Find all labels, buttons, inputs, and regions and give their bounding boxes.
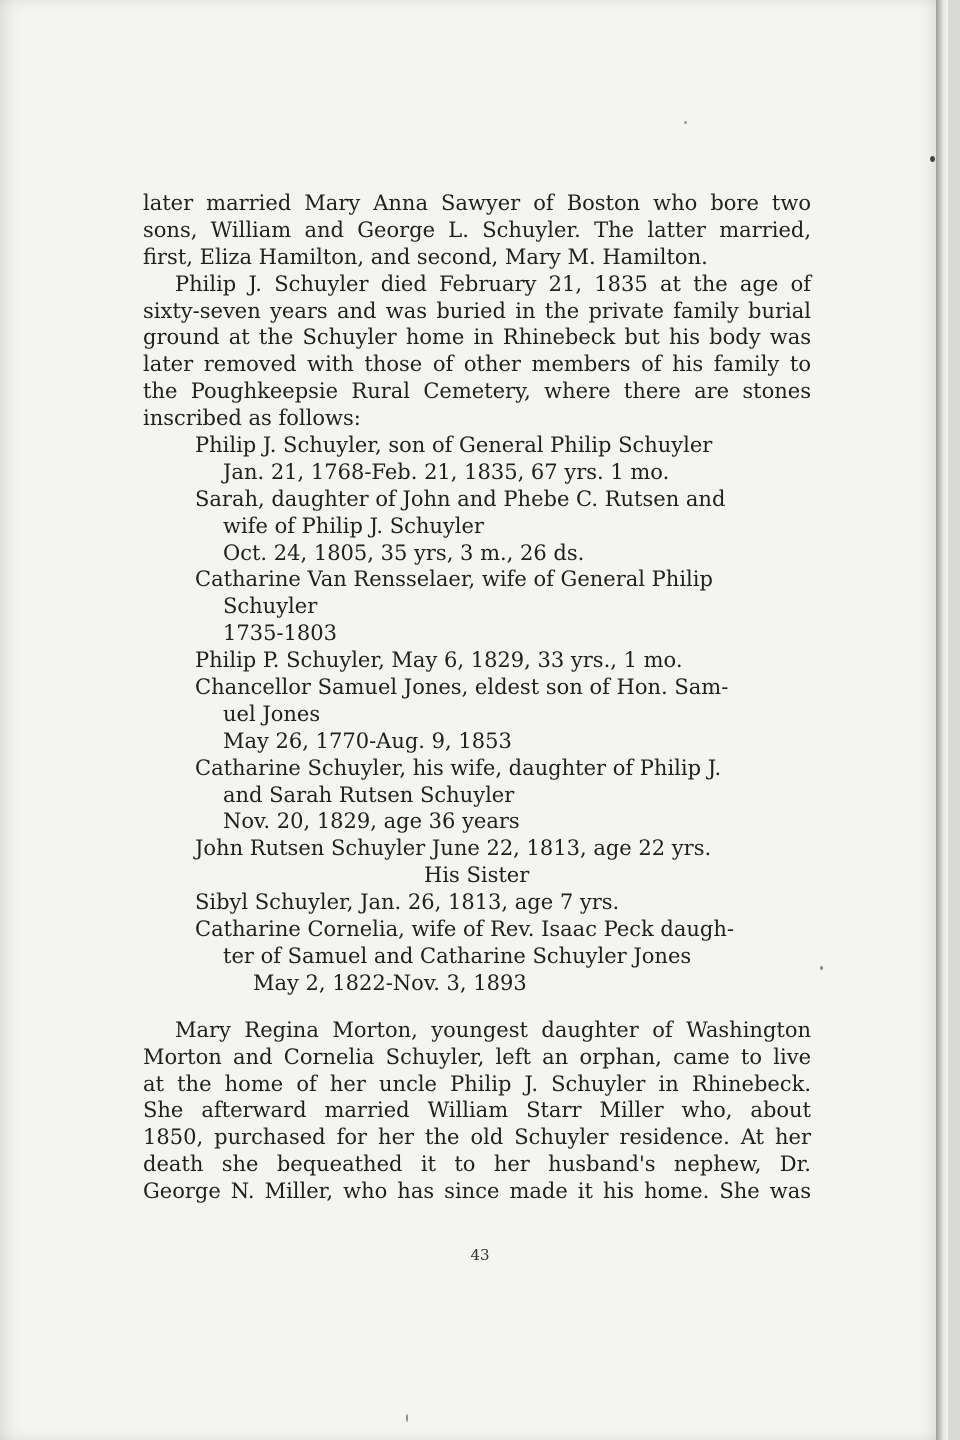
- text-line: ground at the Schuyler home in Rhinebeck but his body was: [143, 325, 811, 350]
- inscription-line: Nov. 20, 1829, age 36 years: [223, 809, 520, 834]
- inscription-line: Oct. 24, 1805, 35 yrs, 3 m., 26 ds.: [223, 540, 585, 565]
- text-line: George N. Miller, who has since made it his home. She was: [143, 1179, 811, 1204]
- inscription-line: Chancellor Samuel Jones, eldest son of Hon. Sam-: [195, 675, 729, 700]
- text-line: sons, William and George L. Schuyler. The latter married,: [143, 217, 811, 242]
- inscription-line: Catharine Van Rensselaer, wife of General Philip: [195, 567, 713, 592]
- paper-speck: [930, 156, 935, 162]
- paper-speck: [820, 966, 823, 970]
- text-line: Morton and Cornelia Schuyler, left an orphan, came to live: [143, 1044, 811, 1069]
- inscription-line: Sibyl Schuyler, Jan. 26, 1813, age 7 yrs.: [195, 890, 620, 915]
- inscription-line: John Rutsen Schuyler June 22, 1813, age 22 yrs.: [195, 836, 712, 861]
- text-line: later removed with those of other members of his family to: [143, 352, 811, 377]
- inscription-line: uel Jones: [223, 701, 321, 726]
- inscription-line: 1735-1803: [223, 621, 337, 646]
- inscription-line: wife of Philip J. Schuyler: [223, 513, 484, 538]
- paragraph-burial: [143, 271, 811, 432]
- text-line: 1850, purchased for her the old Schuyler residence. At her: [143, 1125, 811, 1150]
- inscription-line: May 2, 1822-Nov. 3, 1893: [253, 970, 527, 995]
- paragraph-morton: [143, 1017, 811, 1205]
- paragraph-gap: [143, 997, 811, 1017]
- text-line: sixty-seven years and was buried in the private family burial: [143, 298, 811, 323]
- paper-speck: [406, 1414, 408, 1422]
- inscription-line: Catharine Schuyler, his wife, daughter of Philip J.: [195, 755, 722, 780]
- inscription-line: Catharine Cornelia, wife of Rev. Isaac Peck daugh-: [195, 917, 734, 942]
- inscription-line: Sarah, daughter of John and Phebe C. Rutsen and: [195, 486, 726, 511]
- paragraph-continued: [143, 190, 811, 271]
- text-line: later married Mary Anna Sawyer of Boston who bore two: [143, 191, 811, 215]
- inscription-line: Philip P. Schuyler, May 6, 1829, 33 yrs., 1 mo.: [195, 648, 683, 673]
- inscription-line: May 26, 1770-Aug. 9, 1853: [223, 728, 512, 753]
- page-edge-shadow: [936, 0, 948, 1440]
- inscription-line: ter of Samuel and Catharine Schuyler Jones: [223, 943, 692, 968]
- inscription-subheading: His Sister: [424, 863, 530, 888]
- text-line: She afterward married William Starr Miller who, about: [143, 1098, 811, 1123]
- text-line: inscribed as follows:: [143, 406, 361, 431]
- text-line: first, Eliza Hamilton, and second, Mary M. Hamilton.: [143, 244, 708, 269]
- text-line: death she bequeathed it to her husband's nephew, Dr.: [143, 1152, 811, 1177]
- paper-speck: [684, 121, 687, 124]
- inscription-line: Philip J. Schuyler, son of General Philip Schuyler: [195, 433, 713, 458]
- inscription-line: Jan. 21, 1768-Feb. 21, 1835, 67 yrs. 1 mo.: [223, 459, 670, 484]
- inscription-line: and Sarah Rutsen Schuyler: [223, 782, 515, 807]
- page-text: [143, 190, 811, 1205]
- inscription-list: [143, 432, 811, 997]
- inscription-line: Schuyler: [223, 594, 318, 619]
- page-number: 43: [470, 1246, 490, 1264]
- text-line: Philip J. Schuyler died February 21, 1835 at the age of: [175, 271, 811, 296]
- text-line: Mary Regina Morton, youngest daughter of Washington: [175, 1017, 811, 1042]
- text-line: at the home of her uncle Philip J. Schuyler in Rhinebeck.: [143, 1071, 811, 1096]
- text-line: the Poughkeepsie Rural Cemetery, where there are stones: [143, 379, 811, 404]
